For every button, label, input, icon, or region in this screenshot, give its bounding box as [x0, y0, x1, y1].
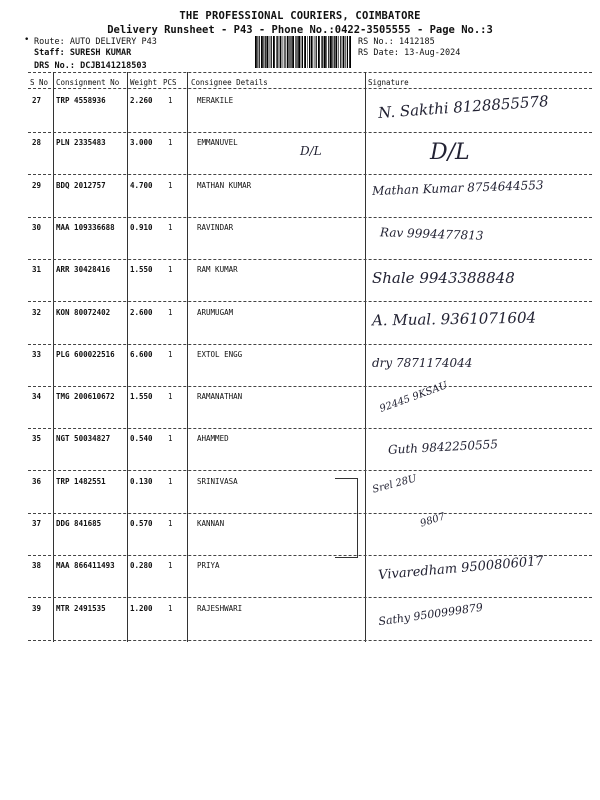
row-consignee: AHAMMED [197, 434, 229, 444]
row-weight: 2.600 [130, 307, 153, 317]
rs-date-value: 13-Aug-2024 [404, 48, 461, 58]
row-sno: 33 [32, 349, 42, 359]
col-header-weight: Weight [130, 78, 158, 87]
staff-value: SURESH KUMAR [69, 48, 132, 58]
row-pcs: 1 [168, 603, 173, 613]
row-sno: 35 [32, 434, 42, 444]
row-pcs: 1 [168, 96, 173, 105]
row-signature: Guth 9842250555 [387, 437, 499, 458]
route-field [34, 37, 157, 47]
row-weight: 3.000 [130, 138, 153, 148]
staff-label: Staff: [34, 48, 65, 58]
row-signature: Mathan Kumar 8754644553 [371, 177, 544, 198]
drs-label: DRS No.: [34, 61, 75, 71]
row-separator [28, 344, 592, 345]
col-header-pcs: PCS [163, 78, 177, 87]
rs-no-label: RS No.: [358, 37, 394, 47]
table-header-rule [28, 88, 592, 89]
row-pcs: 1 [168, 307, 173, 317]
row-signature: D/L [430, 140, 470, 166]
row-consignee: KANNAN [197, 519, 225, 528]
col-header-consignee: Consignee Details [191, 78, 268, 87]
row-separator [28, 640, 592, 641]
row-pcs: 1 [168, 434, 173, 444]
route-value: AUTO DELIVERY P43 [69, 37, 157, 47]
grouping-bracket [335, 478, 358, 558]
row-consignment-no: TMG 200610672 [56, 392, 115, 402]
row-weight: 1.550 [130, 392, 153, 402]
row-separator [28, 301, 592, 302]
column-divider [187, 72, 188, 642]
row-sno: 36 [32, 476, 42, 486]
row-pcs: 1 [168, 392, 173, 402]
row-consignment-no: TRP 4558936 [56, 96, 106, 105]
row-consignee: RAJESHWARI [197, 603, 243, 613]
row-sno: 39 [32, 603, 42, 613]
row-separator [28, 217, 592, 218]
row-consignment-no: MAA 109336688 [56, 222, 115, 232]
row-sno: 34 [32, 392, 42, 402]
row-signature: Shale 9943388848 [372, 269, 515, 288]
row-separator [28, 132, 592, 133]
row-consignee: EMMANUVEL [197, 138, 238, 148]
row-weight: 6.600 [130, 349, 153, 359]
row-signature: Rav 9994477813 [379, 225, 484, 243]
row-consignee: ARUMUGAM [197, 307, 234, 317]
row-pcs: 1 [168, 561, 173, 571]
rs-date-field [358, 48, 460, 58]
row-consignee: EXTOL ENGG [197, 349, 243, 359]
staff-field [34, 48, 131, 58]
row-weight: 2.260 [130, 96, 153, 105]
row-separator [28, 513, 592, 514]
row-weight: 0.280 [130, 561, 153, 571]
row-consignment-no: MTR 2491535 [56, 603, 106, 613]
row-pcs: 1 [168, 222, 173, 232]
row-weight: 1.550 [130, 265, 153, 275]
row-signature: 92445 9KSAU [378, 380, 450, 415]
row-sno: 31 [32, 265, 42, 275]
rs-no-field [358, 37, 435, 47]
row-weight: 1.200 [130, 603, 153, 613]
row-consignment-no: TRP 1482551 [56, 476, 106, 486]
drs-value: DCJB141218503 [80, 61, 147, 71]
row-consignment-no: PLN 2335483 [56, 138, 106, 148]
row-consignment-no: BDQ 2012757 [56, 180, 106, 190]
row-consignment-no: NGT 50034827 [56, 434, 111, 444]
barcode-image [255, 36, 351, 68]
row-pcs: 1 [168, 180, 173, 190]
row-consignee: PRIYA [197, 561, 220, 571]
row-sno: 28 [32, 138, 42, 148]
col-header-consignment: Consignment No [56, 78, 120, 87]
row-consignment-no: KON 80072402 [56, 307, 111, 317]
row-separator [28, 386, 592, 387]
row-separator [28, 174, 592, 175]
row-pcs: 1 [168, 138, 173, 148]
row-consignee: MATHAN KUMAR [197, 180, 252, 190]
row-consignee: MERAKILE [197, 96, 234, 105]
row-pcs: 1 [168, 519, 173, 528]
row-separator [28, 597, 592, 598]
row-separator [28, 470, 592, 471]
row-signature: Sathy 9500999879 [377, 600, 484, 628]
row-consignee: SRINIVASA [197, 476, 238, 486]
row-separator [28, 259, 592, 260]
route-label: Route: [34, 37, 65, 47]
row-separator [28, 428, 592, 429]
row-consignment-no: DDG 841685 [56, 519, 102, 528]
row-signature: Srel 28U [371, 473, 418, 496]
row-weight: 0.570 [130, 519, 153, 528]
table-top-rule [28, 72, 592, 73]
row-signature: 9807 [418, 511, 447, 530]
row-weight: 4.700 [130, 180, 153, 190]
row-sno: 32 [32, 307, 42, 317]
row-signature: A. Mual. 9361071604 [371, 308, 537, 329]
row-sno: 30 [32, 222, 42, 232]
column-divider [53, 72, 54, 642]
row-consignee: RAVINDAR [197, 222, 234, 232]
bullet-dot: • [24, 35, 30, 45]
rs-date-label: RS Date: [358, 48, 399, 58]
col-header-sno: S No [30, 78, 49, 87]
row-sno: 37 [32, 519, 42, 528]
row-consignment-no: MAA 866411493 [56, 561, 115, 571]
column-divider [365, 72, 366, 642]
row-pcs: 1 [168, 349, 173, 359]
row-consignee: RAMANATHAN [197, 392, 243, 402]
rs-no-value: 1412185 [398, 37, 435, 47]
row-pcs: 1 [168, 265, 173, 275]
row-signature: Vivaredham 9500806017 [377, 554, 545, 584]
row-weight: 0.130 [130, 476, 153, 486]
company-title: THE PROFESSIONAL COURIERS, COIMBATORE [179, 10, 421, 22]
row-signature: dry 7871174044 [372, 355, 473, 370]
row-sno: 29 [32, 180, 42, 190]
row-sno: 38 [32, 561, 42, 571]
row-consignment-no: PLG 600022516 [56, 349, 115, 359]
row-remark: D/L [300, 144, 322, 159]
row-consignment-no: ARR 30428416 [56, 265, 111, 275]
row-sno: 27 [32, 96, 42, 105]
runsheet-subtitle: Delivery Runsheet - P43 - Phone No.:0422-3505555 - Page No.:3 [107, 24, 493, 36]
drs-field [34, 61, 147, 71]
row-pcs: 1 [168, 476, 173, 486]
col-header-signature: Signature [368, 78, 409, 87]
row-consignee: RAM KUMAR [197, 265, 238, 275]
row-weight: 0.540 [130, 434, 153, 444]
row-weight: 0.910 [130, 222, 153, 232]
row-signature: N. Sakthi 8128855578 [377, 92, 550, 122]
column-divider [127, 72, 128, 642]
